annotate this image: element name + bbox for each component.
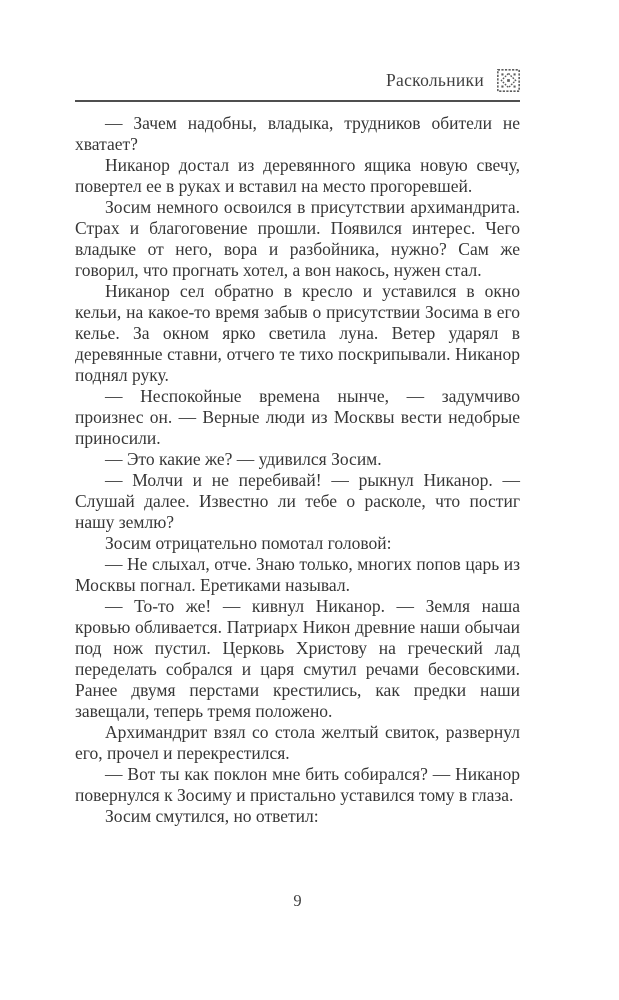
paragraph: — Это какие же? — удивился Зосим.	[105, 449, 382, 469]
paragraph: Зосим отрицательно помотал головой:	[105, 533, 392, 553]
decorative-knot-square-icon	[497, 69, 520, 92]
paragraph: Зосим смутился, но ответил:	[105, 806, 319, 826]
paragraph: — Вот ты как поклон мне бить собирался? — Никанор повернулся к Зосиму и пристально уставился тому в глаза.	[75, 764, 520, 805]
paragraph: — Не слыхал, отче. Знаю только, многих попов царь из Москвы погнал. Еретиками называл.	[75, 554, 520, 595]
paragraph: Зосим немного освоился в присутствии архимандрита. Страх и благоговение прошли. Появился интерес. Чего владыке от него, вора и разбойника, нужно? Сам же говорил, что прогнать хотел, а вон накось, нужен стал.	[75, 197, 520, 280]
page-header	[75, 67, 520, 93]
body-text	[75, 113, 520, 827]
paragraph: Никанор сел обратно в кресло и уставился в окно кельи, на какое-то время забыв о присутствии Зосима в его келье. За окном ярко светила луна. Ветер ударял в деревянные ставни, отчего те тихо поскрипывали. Никанор поднял руку.	[75, 281, 520, 385]
paragraph: Никанор достал из деревянного ящика новую свечу, повертел ее в руках и вставил на место прогоревшей.	[75, 155, 520, 196]
header-rule	[75, 100, 520, 102]
paragraph: Архимандрит взял со стола желтый свиток, развернул его, прочел и перекрестился.	[75, 722, 520, 763]
running-title: Раскольники	[385, 69, 484, 90]
text-column	[75, 0, 520, 827]
paragraph: — Зачем надобны, владыка, трудников обители не хватает?	[75, 113, 520, 154]
page-number: 9	[293, 891, 302, 910]
paragraph: — Молчи и не перебивай! — рыкнул Никанор. — Слушай далее. Известно ли тебе о расколе, что постиг нашу землю?	[75, 470, 520, 532]
page-footer	[75, 891, 520, 911]
paragraph: — То-то же! — кивнул Никанор. — Земля наша кровью обливается. Патриарх Никон древние наши обычаи под нож пустил. Церковь Христову на греческий лад переделать собрался и царя смутил речами бесовскими. Ранее двумя перстами крестились, как предки наши завещали, теперь тремя положено.	[75, 596, 520, 721]
paragraph: — Неспокойные времена нынче, — задумчиво произнес он. — Верные люди из Москвы вести недобрые приносили.	[75, 386, 520, 448]
